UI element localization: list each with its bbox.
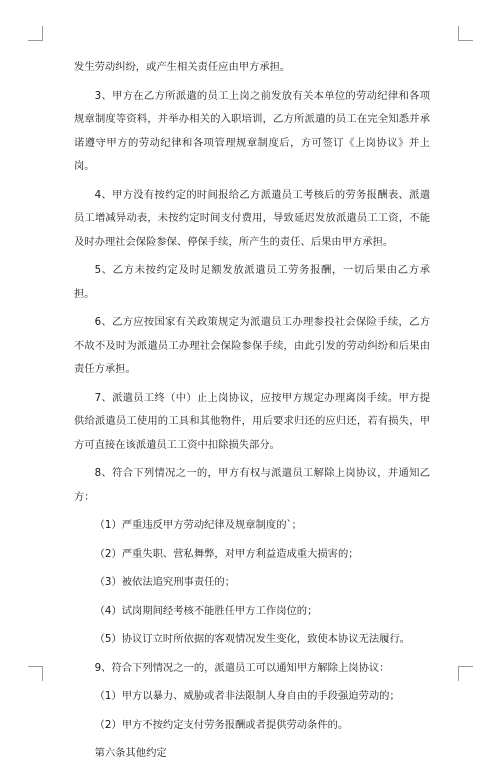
- paragraph-clause-5: 5、乙方未按约定及时足额发放派遣员工劳务报酬，一切后果由乙方承担。: [74, 264, 430, 300]
- section-heading-article-6: 第六条其他约定: [94, 747, 167, 759]
- list-item-8-1: （1）严重违反甲方劳动纪律及规章制度的`；: [94, 519, 302, 531]
- paragraph-clause-4: 4、甲方没有按约定的时间报给乙方派遣员工考核后的劳务报酬表、派遣员工增减异动表，未按约定时间支付费用，导致延迟发放派遣员工工资，不能及时办理社会保险参保、停保手续，所产生的责任、后果由甲方承担。: [74, 188, 430, 248]
- crop-mark-bottom-right: [458, 666, 473, 681]
- list-item-9-2: （2）甲方不按约定支付劳务报酬或者提供劳动条件的。: [94, 718, 349, 731]
- crop-mark-bottom-left: [28, 666, 43, 681]
- paragraph-clause-7: 7、派遣员工终（中）止上岗协议，应按甲方规定办理离岗手续。甲方提供给派遣员工使用的工具和其他物件，用后要求归还的应归还，若有损失，甲方可直接在该派遣员工工资中扣除损失部分。: [74, 391, 430, 451]
- list-item-8-4: （4）试岗期间经考核不能胜任甲方工作岗位的；: [94, 604, 318, 617]
- document-body: [74, 56, 430, 771]
- crop-mark-top-right: [458, 26, 473, 41]
- paragraph-continuation: 发生劳动纠纷，或产生相关责任应由甲方承担。: [74, 61, 291, 73]
- paragraph-clause-9: 9、符合下列情况之一的，派遣员工可以通知甲方解除上岗协议：: [94, 661, 390, 674]
- paragraph-clause-8: 8、符合下列情况之一的，甲方有权与派遣员工解除上岗协议，并通知乙方：: [74, 467, 430, 503]
- paragraph-clause-3: 3、甲方在乙方所派遣的员工上岗之前发放有关本单位的劳动纪律和各项规章制度等资料，并举办相关的入职培训，乙方所派遣的员工在完全知悉并承诺遵守甲方的劳动纪律和各项管理规章制度后，方可签订《上岗协议》并上岗。: [74, 89, 430, 172]
- list-item-8-5: （5）协议订立时所依据的客观情况发生变化，致使本协议无法履行。: [94, 633, 411, 645]
- crop-mark-top-left: [28, 26, 43, 41]
- paragraph-clause-6: 6、乙方应按国家有关政策规定为派遣员工办理参投社会保险手续，乙方不故不及时为派遣员工办理社会保险参保手续，由此引发的劳动纠纷和后果由责任方承担。: [74, 316, 430, 375]
- list-item-9-1: （1）甲方以暴力、威胁或者非法限制人身自由的手段强迫劳动的；: [94, 690, 400, 702]
- list-item-8-3: （3）被依法追究刑事责任的；: [94, 576, 236, 588]
- list-item-8-2: （2）严重失职、营私舞弊，对甲方利益造成重大损害的；: [94, 547, 359, 560]
